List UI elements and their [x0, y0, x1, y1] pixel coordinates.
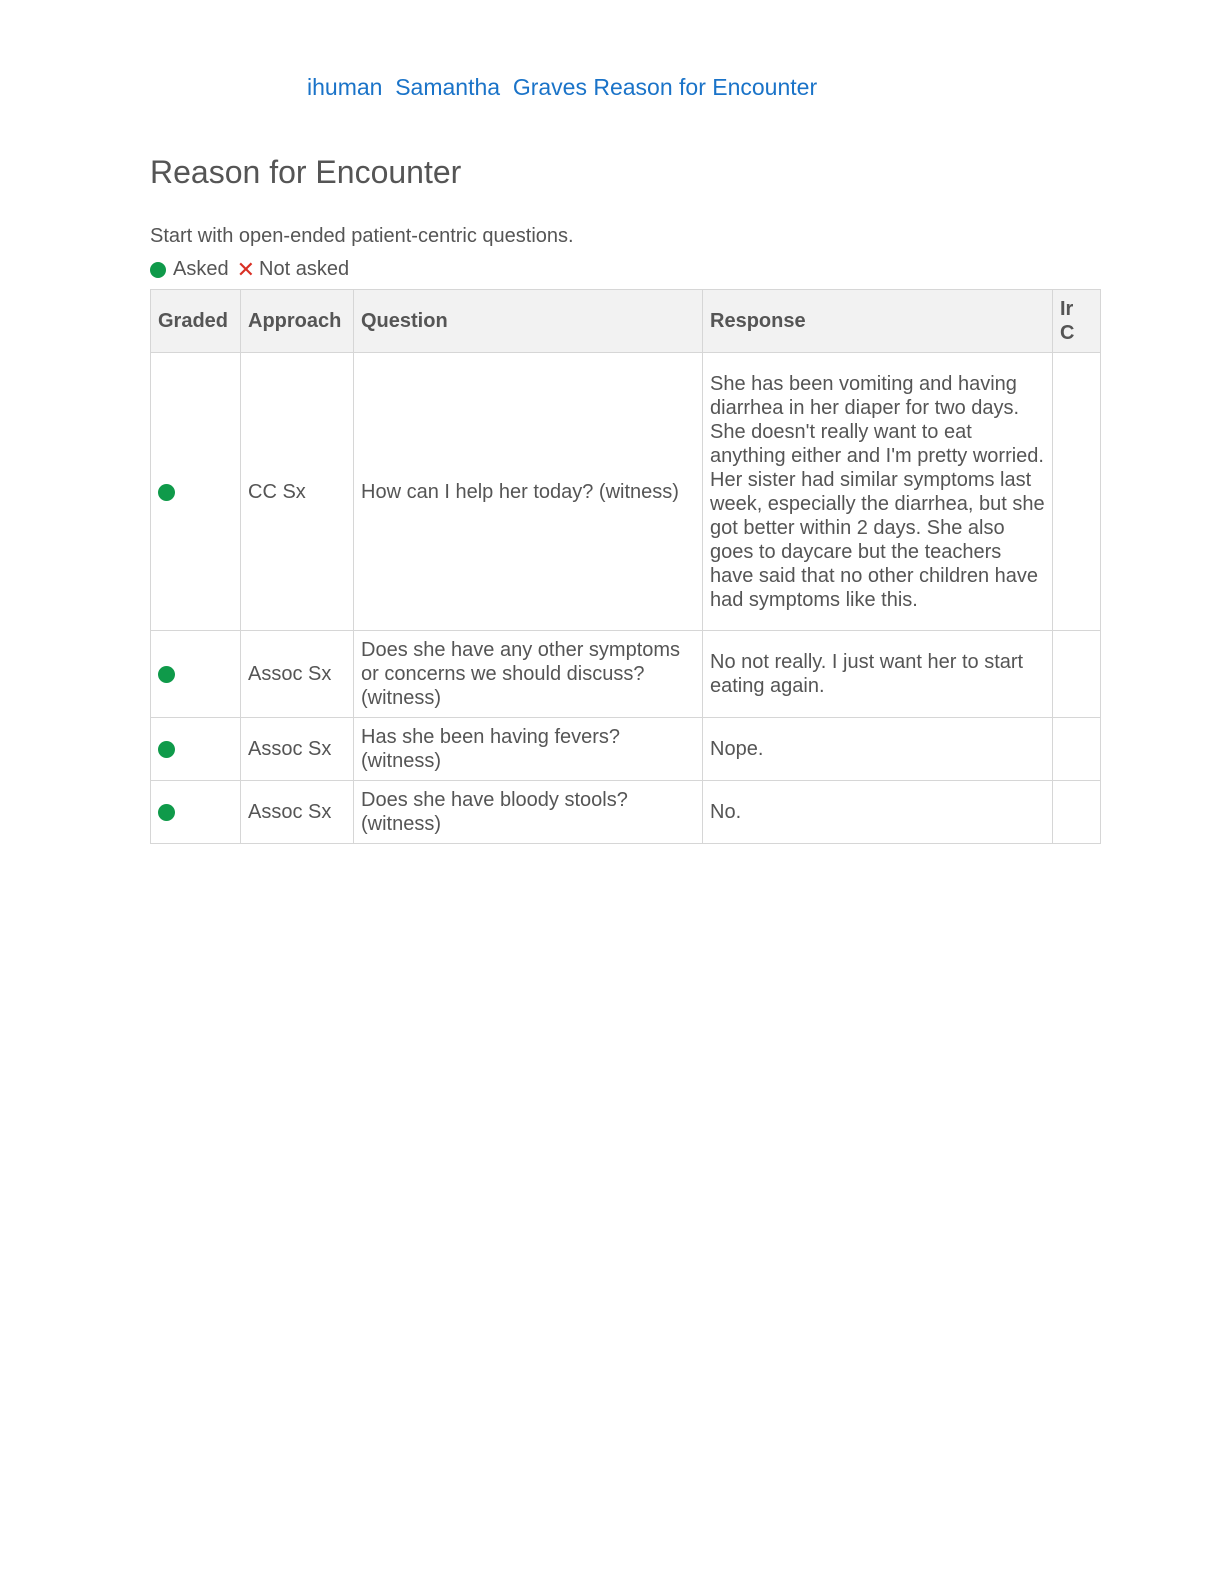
graded-cell [151, 718, 241, 781]
embedded-screenshot [150, 150, 1073, 850]
approach-cell: Assoc Sx [241, 631, 354, 718]
header-approach[interactable]: Approach [241, 290, 354, 353]
asked-dot-icon [158, 741, 175, 758]
legend-asked-label: Asked [173, 258, 229, 280]
legend [150, 258, 349, 281]
response-cell: No not really. I just want her to start eating again. [703, 631, 1053, 718]
table-row [151, 781, 1101, 844]
header-graded[interactable]: Graded [151, 290, 241, 353]
asked-dot-icon [158, 484, 175, 501]
approach-cell: Assoc Sx [241, 718, 354, 781]
extra-cell [1053, 781, 1101, 844]
header-truncated-line1: Ir [1060, 298, 1074, 320]
table-row [151, 718, 1101, 781]
question-cell: Does she have bloody stools? (witness) [354, 781, 703, 844]
graded-cell [151, 631, 241, 718]
header-question[interactable]: Question [354, 290, 703, 353]
header-response[interactable]: Response [703, 290, 1053, 353]
response-cell: Nope. [703, 718, 1053, 781]
extra-cell [1053, 353, 1101, 631]
graded-cell [151, 353, 241, 631]
asked-dot-icon [158, 804, 175, 821]
table-header-row [151, 290, 1101, 353]
question-cell: Does she have any other symptoms or concerns we should discuss? (witness) [354, 631, 703, 718]
header-truncated-line2: C [1060, 322, 1075, 344]
graded-cell [151, 781, 241, 844]
response-cell: She has been vomiting and having diarrhea in her diaper for two days. She doesn't really want to eat anything either and I'm pretty worried. Her sister had similar symptoms last week, especially the diarrhea, but she got better within 2 days. She also goes to daycare but the teachers have said that no other children have had symptoms like this. [703, 353, 1053, 631]
response-cell: No. [703, 781, 1053, 844]
table-row [151, 353, 1101, 631]
legend-not-asked-label: Not asked [259, 258, 350, 280]
section-title: Reason for Encounter [150, 154, 462, 190]
extra-cell [1053, 718, 1101, 781]
document-header: ihuman Samantha Graves Reason for Encounter [307, 74, 818, 100]
instructions-text: Start with open-ended patient-centric questions. [150, 225, 574, 247]
asked-dot-icon [158, 666, 175, 683]
approach-cell: CC Sx [241, 353, 354, 631]
questions-table [150, 289, 1101, 844]
table-row [151, 631, 1101, 718]
header-truncated[interactable] [1053, 290, 1101, 353]
question-cell: Has she been having fevers? (witness) [354, 718, 703, 781]
question-cell: How can I help her today? (witness) [354, 353, 703, 631]
not-asked-x-icon: ✕ [236, 256, 256, 282]
asked-dot-icon [150, 262, 166, 278]
approach-cell: Assoc Sx [241, 781, 354, 844]
extra-cell [1053, 631, 1101, 718]
